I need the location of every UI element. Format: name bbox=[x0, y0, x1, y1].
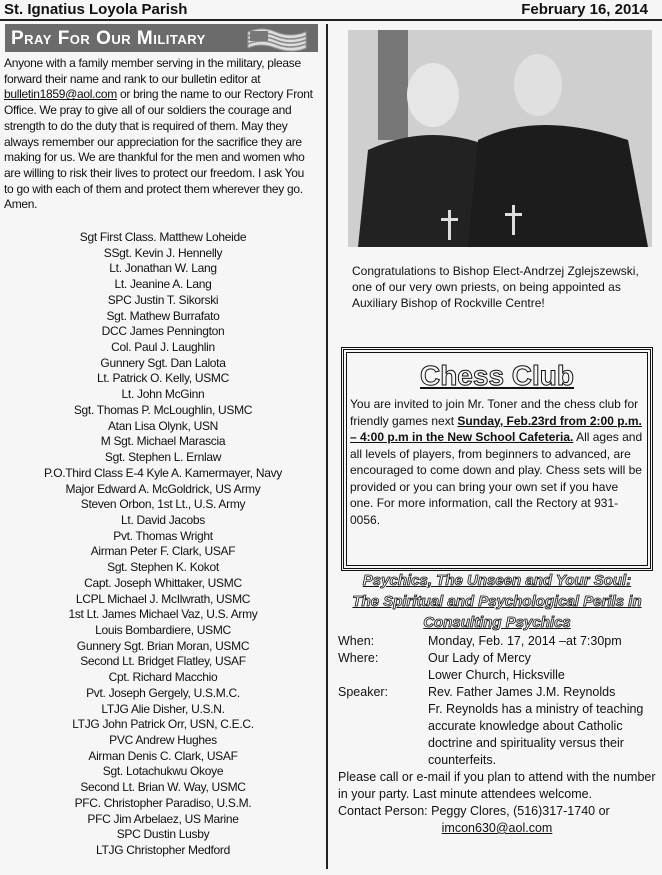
where-value: Our Lady of Mercy bbox=[428, 651, 531, 665]
military-name: Sgt. Thomas P. McLoughlin, USMC bbox=[73, 402, 253, 417]
military-name: Gunnery Sgt. Brian Moran, USMC bbox=[76, 638, 250, 653]
bulletin-date: February 16, 2014 bbox=[521, 1, 648, 18]
where-label: Where: bbox=[338, 651, 379, 665]
military-name: Atan Lisa Olynk, USN bbox=[107, 418, 219, 433]
military-name: Second Lt. Bridget Flatley, USAF bbox=[80, 654, 246, 669]
photo-image bbox=[348, 30, 652, 247]
military-name: Sgt. Mathew Burrafato bbox=[106, 308, 220, 323]
chess-text bbox=[350, 396, 644, 528]
military-name: Pvt. Thomas Wright bbox=[113, 528, 213, 543]
military-name: SPC Justin T. Sikorski bbox=[107, 292, 219, 307]
military-name: Major Edward A. McGoldrick, US Army bbox=[65, 481, 261, 496]
military-name: Pvt. Joseph Gergely, U.S.M.C. bbox=[86, 685, 240, 700]
military-name: Cpt. Richard Macchio bbox=[108, 670, 218, 685]
chess-event-time: Sunday, Feb.23rd from 2:00 p.m. – 4:00 p.m in the New School Cafeteria. bbox=[350, 413, 642, 444]
where-value-2: Lower Church, Hicksville bbox=[428, 668, 565, 682]
military-names-list bbox=[0, 230, 326, 859]
military-name: Capt. Joseph Whittaker, USMC bbox=[84, 575, 242, 590]
military-banner bbox=[5, 24, 318, 52]
military-name: Steven Orbon, 1st Lt., U.S. Army bbox=[80, 497, 246, 512]
military-intro bbox=[4, 56, 316, 213]
parish-name: St. Ignatius Loyola Parish bbox=[4, 1, 188, 18]
bulletin-email-link[interactable]: bulletin1859@aol.com bbox=[4, 87, 117, 102]
chess-club-box bbox=[341, 347, 653, 571]
flag-icon bbox=[246, 26, 308, 52]
military-name: LCPL Michael J. McIlwrath, USMC bbox=[75, 591, 251, 606]
military-name: Airman Peter F. Clark, USAF bbox=[90, 544, 236, 559]
military-name: M Sgt. Michael Marascia bbox=[100, 434, 226, 449]
military-name: PFC. Christopher Paradiso, U.S.M. bbox=[74, 795, 252, 810]
military-name: Sgt. Lotachukwu Okoye bbox=[102, 764, 224, 779]
military-name: Lt. David Jacobs bbox=[121, 512, 205, 527]
military-name: Lt. Patrick O. Kelly, USMC bbox=[96, 371, 229, 386]
military-name: Second Lt. Brian W. Way, USMC bbox=[80, 780, 246, 795]
intro-text: Anyone with a family member serving in the military, please forward their name and rank to our bulletin editor at bbox=[4, 56, 301, 86]
military-name: Lt. Jonathan W. Lang bbox=[109, 261, 217, 276]
psychics-title-2: The Spiritual and Psychological Perils in Consulting Psychics bbox=[352, 593, 642, 631]
photo-caption: Congratulations to Bishop Elect-Andrzej Zglejszewski, one of our very own priests, on being appointed as Auxiliary Bishop of Rockville Centre! bbox=[352, 264, 639, 310]
military-name: LTJG Alie Disher, U.S.N. bbox=[101, 701, 225, 716]
chess-title: Chess Club bbox=[419, 360, 575, 391]
military-name: Sgt. Stephen K. Kokot bbox=[107, 560, 219, 575]
bishops-photo bbox=[348, 30, 652, 247]
military-name: Sgt First Class. Matthew Loheide bbox=[79, 230, 247, 244]
psychics-event bbox=[338, 570, 656, 837]
military-name: Airman Denis C. Clark, USAF bbox=[88, 748, 238, 763]
military-name: SPC Dustin Lusby bbox=[116, 827, 210, 842]
speaker-label: Speaker: bbox=[338, 685, 389, 699]
military-name: Louis Bombardiere, USMC bbox=[95, 622, 231, 637]
military-title: Pray For Our Military bbox=[11, 28, 206, 49]
when-label: When: bbox=[338, 634, 375, 648]
contact-text: Contact Person: Peggy Clores, (516)317-1740 or bbox=[338, 804, 610, 818]
when-value: Monday, Feb. 17, 2014 –at 7:30pm bbox=[428, 634, 622, 648]
military-name: Col. Paul J. Laughlin bbox=[111, 340, 215, 355]
chess-text-2: All ages and all levels of players, from beginners to advanced, are encouraged to come down and play. Chess sets will be provided or you can bring your own set if you have one. For more information, call the Rectory at 931-0056. bbox=[350, 430, 643, 527]
speaker-bio: Fr. Reynolds has a ministry of teaching accurate knowledge about Catholic doctrine and spirituality versus their counterfeits. bbox=[428, 702, 644, 767]
contact-email-link[interactable]: imcon630@aol.com bbox=[441, 821, 553, 835]
military-name: P.O.Third Class E-4 Kyle A. Kamermayer, Navy bbox=[44, 465, 282, 480]
speaker-value: Rev. Father James J.M. Reynolds bbox=[428, 685, 616, 699]
column-divider bbox=[326, 24, 328, 869]
military-name: 1st Lt. James Michael Vaz, U.S. Army bbox=[68, 607, 258, 622]
military-name: DCC James Pennington bbox=[101, 324, 225, 339]
rsvp-text: Please call or e-mail if you plan to attend with the number in your party. Last minute attendees welcome. bbox=[338, 770, 656, 801]
military-name: Sgt. Stephen L. Ernlaw bbox=[104, 450, 222, 465]
page-header bbox=[0, 0, 662, 21]
chess-text-1: You are invited to join Mr. Toner and the chess club for friendly games next bbox=[350, 397, 639, 428]
military-name: LTJG Christopher Medford bbox=[96, 843, 230, 858]
military-name: PFC Jim Arbelaez, US Marine bbox=[87, 811, 239, 826]
intro-text-cont: or bring the name to our Rectory Front Office. We pray to give all of our soldiers the courage and strength to do the duty that is required of them. May they always remember our appreciation for the sacrifice they are making for us. We are thankful for the men and women who are willing to risk their lives to protect our freedom. I ask You to go with each of them and protect them wherever they go. Amen. bbox=[4, 87, 313, 212]
military-name: LTJG John Patrick Orr, USN, C.E.C. bbox=[72, 717, 254, 732]
military-name: PVC Andrew Hughes bbox=[109, 733, 217, 747]
military-name: Gunnery Sgt. Dan Lalota bbox=[100, 355, 226, 370]
military-name: SSgt. Kevin J. Hennelly bbox=[103, 245, 223, 260]
military-name: Lt. John McGinn bbox=[121, 387, 205, 402]
military-name: Lt. Jeanine A. Lang bbox=[114, 277, 212, 292]
psychics-title-1: Psychics, The Unseen and Your Soul: bbox=[362, 572, 632, 589]
